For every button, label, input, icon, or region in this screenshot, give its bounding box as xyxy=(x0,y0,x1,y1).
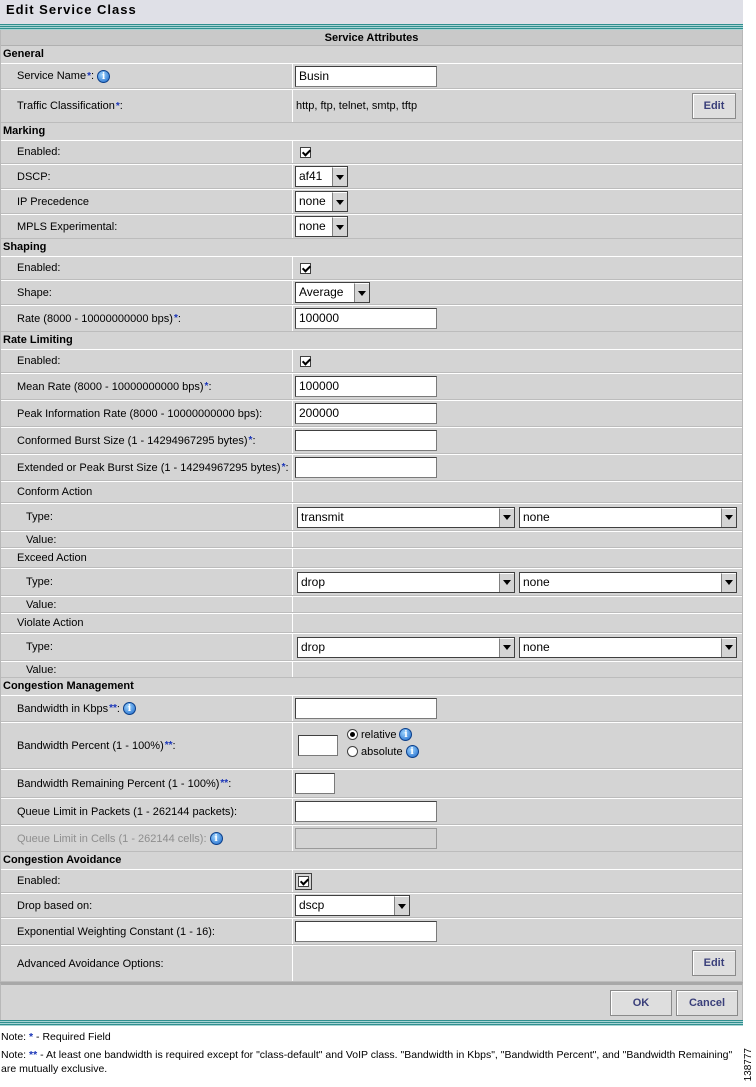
chevron-down-icon xyxy=(354,283,369,302)
row-exceed-type xyxy=(1,568,742,596)
row-queue-packets xyxy=(1,798,742,825)
shape-select[interactable]: Average xyxy=(295,282,370,303)
drop-based-on-label: Drop based on: xyxy=(1,894,293,917)
info-icon[interactable]: i xyxy=(210,832,223,845)
required-mark: * xyxy=(87,70,91,82)
row-marking-enabled xyxy=(1,140,742,164)
group-marking: Marking xyxy=(1,123,742,140)
row-traffic-classification xyxy=(1,89,742,123)
conform-value-label: Value: xyxy=(1,532,293,547)
row-violate-value xyxy=(1,661,742,678)
mpls-experimental-label: MPLS Experimental: xyxy=(1,215,293,238)
chevron-down-icon xyxy=(721,638,736,657)
ip-precedence-label: IP Precedence xyxy=(1,190,293,213)
form-footer xyxy=(0,982,743,1020)
row-drop-based-on xyxy=(1,893,742,918)
ip-precedence-select[interactable]: none xyxy=(295,191,348,212)
row-conformed-burst xyxy=(1,427,742,454)
row-peak-rate xyxy=(1,400,742,427)
figure-code: 138777 xyxy=(743,1047,754,1081)
required-mark: ** xyxy=(220,778,229,789)
conformed-burst-label: Conformed Burst Size (1 - 14294967295 bytes) * : xyxy=(1,428,293,453)
group-congestion-avoidance: Congestion Avoidance xyxy=(1,852,742,869)
note-bandwidth: Note: ** - At least one bandwidth is required except for "class-default" and VoIP class. "Bandwidth in Kbps", "Bandwidth Percent", and "Bandwidth Remaining" are mutually exclusive. xyxy=(1,1049,733,1075)
conform-action-label: Conform Action xyxy=(1,482,293,502)
shaping-enabled-checkbox[interactable] xyxy=(300,263,311,274)
row-bandwidth-percent xyxy=(1,722,742,769)
queue-packets-input[interactable] xyxy=(295,801,437,822)
relative-option[interactable]: relative i xyxy=(347,728,419,741)
info-icon[interactable]: i xyxy=(399,728,412,741)
required-mark: ** xyxy=(109,703,117,714)
row-rl-enabled xyxy=(1,349,742,373)
chevron-down-icon xyxy=(721,508,736,527)
violate-action-label: Violate Action xyxy=(1,614,293,632)
ca-enabled-checkbox[interactable] xyxy=(298,876,309,887)
required-mark: * xyxy=(115,100,120,112)
conform-type-label: Type: xyxy=(1,504,293,530)
row-ip-precedence xyxy=(1,189,742,214)
conform-type2-select[interactable]: none xyxy=(519,507,737,528)
group-general: General xyxy=(1,46,742,63)
dscp-select[interactable]: af41 xyxy=(295,166,348,187)
row-shaping-enabled xyxy=(1,256,742,280)
shape-label: Shape: xyxy=(1,281,293,304)
row-bandwidth-remaining xyxy=(1,769,742,798)
row-advanced-avoidance xyxy=(1,945,742,982)
bandwidth-percent-input[interactable] xyxy=(298,735,338,756)
row-exceed-value xyxy=(1,596,742,613)
info-icon[interactable]: i xyxy=(97,70,110,83)
exceed-type-select[interactable]: drop xyxy=(297,572,515,593)
queue-cells-input xyxy=(295,828,437,849)
shaping-rate-input[interactable]: 100000 xyxy=(295,308,437,329)
mpls-experimental-select[interactable]: none xyxy=(295,216,348,237)
exceed-type2-select[interactable]: none xyxy=(519,572,737,593)
absolute-radio[interactable] xyxy=(347,746,358,757)
exceed-value-label: Value: xyxy=(1,597,293,612)
required-mark: ** xyxy=(164,740,173,751)
mean-rate-input[interactable]: 100000 xyxy=(295,376,437,397)
row-shaping-rate xyxy=(1,305,742,332)
group-congestion-management: Congestion Management xyxy=(1,678,742,695)
conform-type-select[interactable]: transmit xyxy=(297,507,515,528)
ewc-label: Exponential Weighting Constant (1 - 16): xyxy=(1,919,293,944)
chevron-down-icon xyxy=(332,192,347,211)
relative-radio[interactable] xyxy=(347,729,358,740)
queue-packets-label: Queue Limit in Packets (1 - 262144 packets): xyxy=(1,799,293,824)
required-mark: * xyxy=(281,462,286,473)
row-conform-type xyxy=(1,503,742,531)
note-required: Note: * - Required Field xyxy=(1,1031,111,1043)
bandwidth-remaining-input[interactable] xyxy=(295,773,335,794)
bandwidth-remaining-label: Bandwidth Remaining Percent (1 - 100%) ** : xyxy=(1,770,293,797)
shaping-rate-label: Rate (8000 - 10000000000 bps) * : xyxy=(1,306,293,331)
extended-burst-input[interactable] xyxy=(295,457,437,478)
ok-button[interactable]: OK xyxy=(610,990,672,1016)
group-rate-limiting: Rate Limiting xyxy=(1,332,742,349)
required-mark: * xyxy=(204,381,209,392)
row-mean-rate xyxy=(1,373,742,400)
peak-rate-label: Peak Information Rate (8000 - 10000000000 bps): xyxy=(1,401,293,426)
traffic-classification-label: Traffic Classification * : xyxy=(1,90,293,122)
peak-rate-input[interactable]: 200000 xyxy=(295,403,437,424)
row-ca-enabled xyxy=(1,869,742,893)
page-title: Edit Service Class xyxy=(0,0,743,24)
drop-based-on-select[interactable]: dscp xyxy=(295,895,410,916)
exceed-type-label: Type: xyxy=(1,569,293,595)
bandwidth-percent-label: Bandwidth Percent (1 - 100%) ** : xyxy=(1,723,293,768)
bandwidth-kbps-input[interactable] xyxy=(295,698,437,719)
queue-cells-label: Queue Limit in Cells (1 - 262144 cells): i xyxy=(1,826,293,851)
advanced-avoidance-label: Advanced Avoidance Options: xyxy=(1,946,293,981)
mean-rate-label: Mean Rate (8000 - 10000000000 bps) * : xyxy=(1,374,293,399)
row-bandwidth-kbps xyxy=(1,695,742,722)
conformed-burst-input[interactable] xyxy=(295,430,437,451)
chevron-down-icon xyxy=(332,167,347,186)
exceed-action-label: Exceed Action xyxy=(1,549,293,567)
chevron-down-icon xyxy=(332,217,347,236)
info-icon[interactable]: i xyxy=(406,745,419,758)
violate-type-label: Type: xyxy=(1,634,293,660)
extended-burst-label: Extended or Peak Burst Size (1 - 14294967295 bytes) * : xyxy=(1,455,293,480)
rate-limiting-enabled-checkbox[interactable] xyxy=(300,356,311,367)
marking-enabled-checkbox[interactable] xyxy=(300,147,311,158)
dscp-label: DSCP: xyxy=(1,165,293,188)
row-shape xyxy=(1,280,742,305)
traffic-edit-button[interactable]: Edit xyxy=(692,93,736,119)
violate-type2-select[interactable]: none xyxy=(519,637,737,658)
row-conform-value xyxy=(1,531,742,548)
info-icon[interactable]: i xyxy=(123,702,136,715)
group-shaping: Shaping xyxy=(1,239,742,256)
ewc-input[interactable] xyxy=(295,921,437,942)
advanced-edit-button[interactable]: Edit xyxy=(692,950,736,976)
row-mpls-experimental xyxy=(1,214,742,239)
row-ewc xyxy=(1,918,742,945)
notes xyxy=(0,1026,743,1076)
chevron-down-icon xyxy=(721,573,736,592)
bandwidth-kbps-label: Bandwidth in Kbps ** : i xyxy=(1,696,293,721)
absolute-option[interactable]: absolute i xyxy=(347,745,419,758)
service-name-input[interactable]: Busin xyxy=(295,66,437,87)
required-mark: * xyxy=(248,435,253,446)
service-attributes-panel xyxy=(0,30,743,982)
section-header: Service Attributes xyxy=(1,30,742,46)
row-queue-cells xyxy=(1,825,742,852)
row-violate-type xyxy=(1,633,742,661)
chevron-down-icon xyxy=(499,573,514,592)
row-extended-burst xyxy=(1,454,742,481)
chevron-down-icon xyxy=(499,508,514,527)
cancel-button[interactable]: Cancel xyxy=(676,990,738,1016)
row-service-name xyxy=(1,63,742,89)
chevron-down-icon xyxy=(394,896,409,915)
row-exceed-action xyxy=(1,548,742,568)
service-name-label: Service Name * : i xyxy=(1,64,293,88)
rate-limiting-enabled-label: Enabled: xyxy=(1,350,293,372)
required-mark: * xyxy=(173,313,178,324)
row-conform-action xyxy=(1,481,742,503)
row-dscp xyxy=(1,164,742,189)
violate-type-select[interactable]: drop xyxy=(297,637,515,658)
chevron-down-icon xyxy=(499,638,514,657)
ca-enabled-label: Enabled: xyxy=(1,870,293,892)
violate-value-label: Value: xyxy=(1,662,293,677)
traffic-classification-value: http, ftp, telnet, smtp, tftp xyxy=(296,100,418,112)
marking-enabled-label: Enabled: xyxy=(1,141,293,163)
shaping-enabled-label: Enabled: xyxy=(1,257,293,279)
row-violate-action xyxy=(1,613,742,633)
